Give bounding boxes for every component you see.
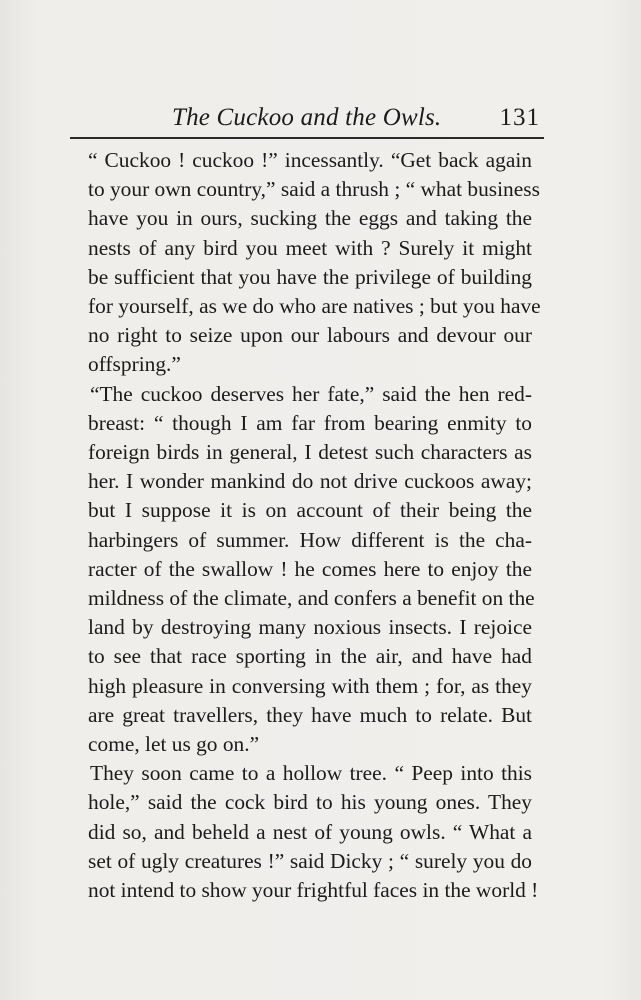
text-line: no right to seize upon our labours and devour our [88, 323, 532, 348]
text-line: racter of the swallow ! he comes here to enjoy the [88, 556, 532, 581]
text-line: have you in ours, sucking the eggs and taking the [88, 206, 532, 231]
paragraph-1 [88, 146, 541, 380]
page-header [74, 98, 542, 136]
paragraph-2 [88, 380, 535, 760]
text-line: for yourself, as we do who are natives ; but you have [88, 294, 541, 319]
text-line: be sufficient that you have the privilege of building [88, 264, 532, 289]
text-line: to your own country,” said a thrush ; “ what business [88, 177, 540, 202]
text-line: nests of any bird you meet with ? Surely it might [88, 235, 532, 260]
text-line: harbingers of summer. How different is the cha- [88, 527, 532, 552]
text-line: offspring.” [88, 352, 181, 377]
text-line: her. I wonder mankind do not drive cuckoos away; [88, 469, 532, 494]
paragraph-3 [88, 759, 539, 905]
text-line: not intend to show your frightful faces in the world ! [88, 878, 539, 903]
text-line: foreign birds in general, I detest such characters as [88, 440, 532, 465]
text-line: are great travellers, they have much to relate. But [88, 702, 532, 727]
text-line: They soon came to a hollow tree. “ Peep into this [90, 761, 532, 786]
text-line: but I suppose it is on account of their being the [88, 498, 532, 523]
text-line: mildness of the climate, and confers a benefit on the [88, 586, 535, 611]
page-body [88, 146, 541, 905]
text-line: “ Cuckoo ! cuckoo !” incessantly. “Get back again [88, 148, 532, 172]
text-line: land by destroying many noxious insects. I rejoice [88, 615, 532, 640]
text-line: hole,” said the cock bird to his young ones. They [88, 790, 532, 815]
page-number: 131 [499, 104, 540, 131]
text-line: “The cuckoo deserves her fate,” said the hen red- [90, 381, 532, 406]
text-line: high pleasure in conversing with them ; for, as they [88, 673, 532, 698]
running-title: The Cuckoo and the Owls. [172, 104, 442, 131]
text-line: to see that race sporting in the air, and have had [88, 644, 532, 669]
text-line: did so, and beheld a nest of young owls. “ What a [88, 819, 532, 844]
header-rule [70, 137, 544, 139]
text-line: come, let us go on.” [88, 732, 260, 757]
text-line: set of ugly creatures !” said Dicky ; “ surely you do [88, 848, 532, 873]
text-line: breast: “ though I am far from bearing enmity to [88, 410, 532, 435]
